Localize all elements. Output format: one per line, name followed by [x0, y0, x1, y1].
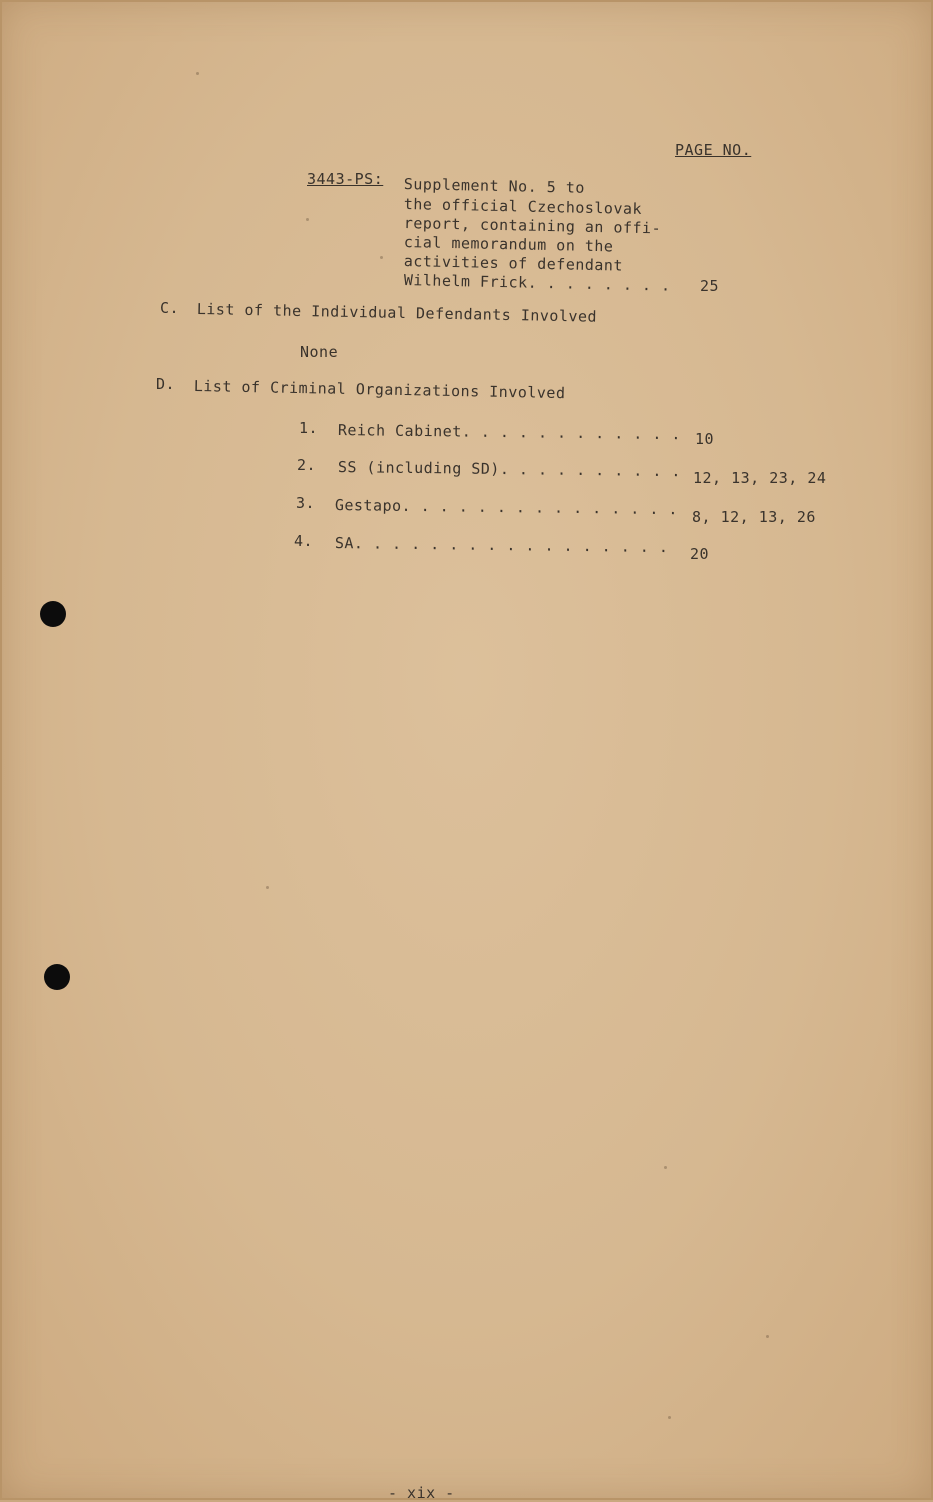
exhibit-id: 3443-PS:: [307, 170, 384, 188]
org-item-label: SS (including SD). . . . . . . . . .: [337, 458, 682, 481]
section-d-letter: D.: [156, 375, 176, 393]
paper-speck: [664, 1166, 667, 1169]
org-item-number: 2.: [297, 456, 317, 474]
org-item-pages: 20: [690, 545, 710, 563]
org-item-label: Reich Cabinet. . . . . . . . . . . .: [337, 421, 682, 444]
paper-speck: [266, 886, 269, 889]
org-item-pages: 8, 12, 13, 26: [692, 508, 816, 526]
org-item-number: 1.: [299, 419, 319, 437]
section-c-none: None: [300, 343, 339, 361]
org-item-label: SA. . . . . . . . . . . . . . . . .: [334, 534, 669, 557]
section-c-title: List of the Individual Defendants Involved: [196, 300, 598, 326]
paper-speck: [668, 1416, 671, 1419]
page-no-heading: PAGE NO.: [675, 141, 752, 159]
section-c-letter: C.: [160, 299, 180, 317]
org-item-number: 3.: [296, 494, 316, 512]
org-item-number: 4.: [294, 532, 314, 550]
section-d-title: List of Criminal Organizations Involved: [193, 377, 566, 403]
paper-speck: [380, 256, 383, 259]
exhibit-page-number: 25: [700, 277, 720, 295]
exhibit-line: report, containing an offi-: [403, 214, 662, 238]
punch-hole-lower: [44, 964, 70, 990]
exhibit-line: the official Czechoslovak: [403, 195, 643, 218]
org-item-label: Gestapo. . . . . . . . . . . . . . .: [334, 496, 679, 519]
exhibit-line: cial memorandum on the: [403, 233, 614, 256]
punch-hole-upper: [40, 601, 66, 627]
org-item-pages: 10: [695, 430, 715, 448]
page-footer-number: - xix -: [388, 1484, 455, 1502]
exhibit-line: activities of defendant: [403, 252, 624, 275]
paper-speck: [306, 218, 309, 221]
exhibit-line: Supplement No. 5 to: [403, 175, 586, 197]
paper-speck: [196, 72, 199, 75]
exhibit-line: Wilhelm Frick. . . . . . . .: [403, 271, 671, 295]
org-item-pages: 12, 13, 23, 24: [693, 469, 827, 487]
paper-speck: [766, 1335, 769, 1338]
